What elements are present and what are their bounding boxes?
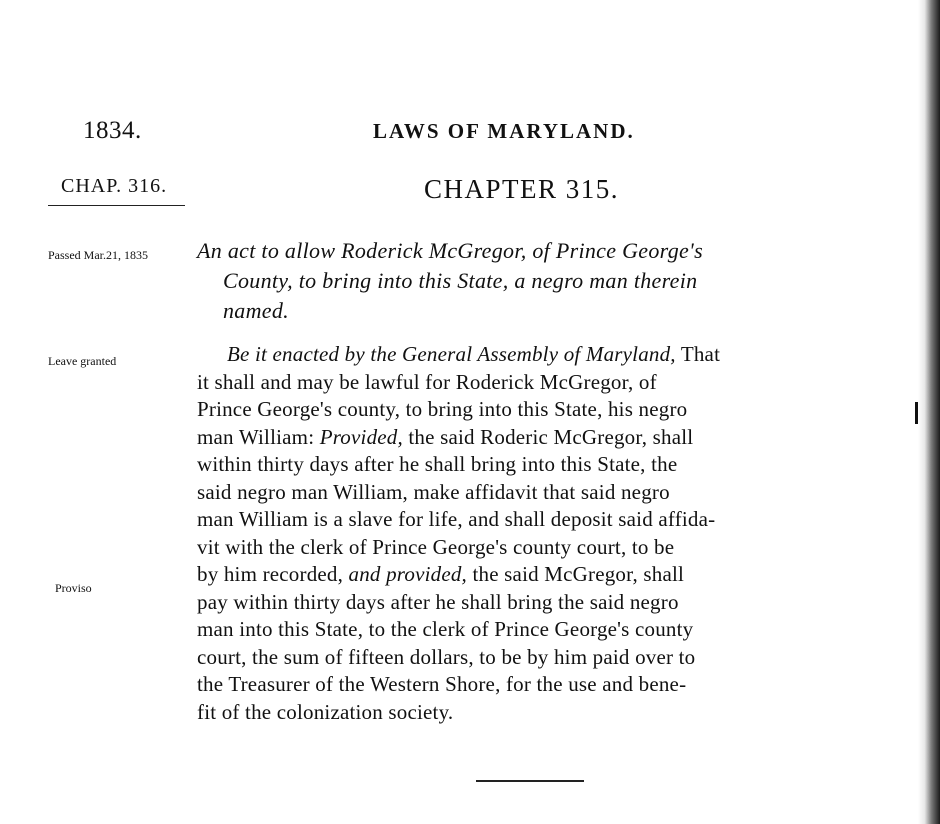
body-text: That xyxy=(675,342,721,366)
body-text: man William: xyxy=(197,424,320,449)
end-rule xyxy=(476,780,584,782)
margin-note-passed: Passed Mar.21, 1835 xyxy=(48,248,148,262)
act-title-line: County, to bring into this State, a negro man therein xyxy=(223,268,698,293)
body-line: said negro man William, make affidavit that said negro xyxy=(197,479,670,504)
side-chapter-label: CHAP. 316. xyxy=(61,175,168,197)
margin-note-leave-granted: Leave granted xyxy=(48,354,117,368)
body-line: man William is a slave for life, and shall deposit said affida- xyxy=(197,507,716,531)
running-title: LAWS OF MARYLAND. xyxy=(373,119,635,143)
body-line: fit of the colonization society. xyxy=(197,699,454,724)
edge-mark xyxy=(915,402,918,424)
body-text: the said Roderic McGregor, shall xyxy=(402,424,694,449)
body-line: within thirty days after he shall bring into this State, the xyxy=(197,452,678,476)
body-line: vit with the clerk of Prince George's county court, to be xyxy=(197,534,675,559)
act-title-line: An act to allow Roderick McGregor, of Prince George's xyxy=(197,238,703,263)
body-line xyxy=(197,424,867,452)
act-body xyxy=(197,341,867,726)
margin-note-proviso: Proviso xyxy=(55,581,92,595)
enacting-clause: Be it enacted by the General Assembly of Maryland, xyxy=(227,342,676,366)
act-title xyxy=(197,236,865,326)
and-provided-phrase: and provided, xyxy=(348,562,468,586)
chapter-heading: CHAPTER 315. xyxy=(424,174,620,204)
body-line: the Treasurer of the Western Shore, for the use and bene- xyxy=(197,672,687,696)
body-line: court, the sum of fifteen dollars, to be by him paid over to xyxy=(197,644,696,669)
header-year: 1834. xyxy=(83,117,142,144)
body-line xyxy=(197,561,867,589)
body-line: pay within thirty days after he shall bring the said negro xyxy=(197,589,679,614)
body-text: by him recorded, xyxy=(197,562,349,586)
side-chapter-rule xyxy=(48,205,185,206)
page-binding-edge xyxy=(918,0,940,824)
body-text: the said McGregor, shall xyxy=(467,562,685,586)
act-title-line: named. xyxy=(223,298,289,323)
body-line: Prince George's county, to bring into this State, his negro xyxy=(197,397,688,421)
body-line xyxy=(197,341,867,369)
provided-word: Provided, xyxy=(319,424,403,449)
body-line: man into this State, to the clerk of Prince George's county xyxy=(197,617,694,641)
body-line: it shall and may be lawful for Roderick McGregor, of xyxy=(197,369,657,394)
